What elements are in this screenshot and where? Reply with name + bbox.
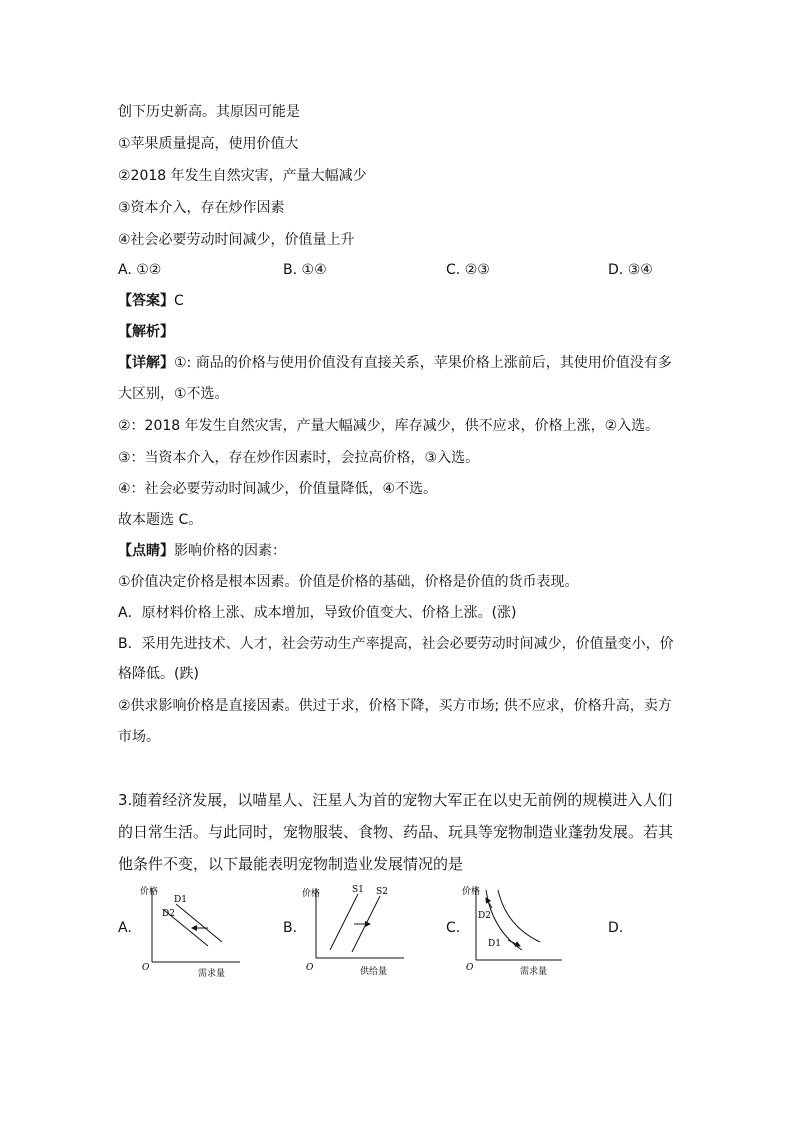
y-axis-label: 价格 (462, 887, 481, 897)
analysis-tag: 【解析】 (118, 324, 174, 340)
detail-line-2: ②：2018 年发生自然灾害，产量大幅减少，库存减少，供不应求，价格上涨，②入选。 (118, 418, 660, 434)
answer-line (118, 291, 184, 311)
curve-s1 (330, 894, 358, 950)
option-d: D. ③④ (608, 262, 653, 278)
curve-d2-label: D2 (478, 911, 491, 921)
detail-line-4: ④：社会必要劳动时间减少，价值量降低，④不选。 (118, 481, 438, 497)
tip-b-1: B．采用先进技术、人才，社会劳动生产率提高，社会必要劳动时间减少，价值量变小，价 (118, 636, 674, 652)
tip-b-2: 格降低。(跌) (118, 666, 199, 682)
statement-1: ①苹果质量提高，使用价值大 (118, 136, 299, 152)
statement-3: ③资本介入，存在炒作因素 (118, 200, 285, 216)
q3-option-c-label: C. (446, 920, 461, 936)
origin-label: O (142, 963, 150, 973)
tip-1: ①价值决定价格是根本因素。价值是价格的基础，价格是价值的货币表现。 (118, 574, 579, 590)
origin-label: O (306, 963, 314, 973)
detail-line-1b: 大区别，①不选。 (118, 386, 229, 402)
conclusion-line: 故本题选 C。 (118, 512, 203, 528)
statement-4: ④社会必要劳动时间减少，价值量上升 (118, 232, 355, 248)
tip-a: A．原材料价格上涨、成本增加，导致价值变大、价格上涨。(涨) (118, 605, 517, 621)
x-axis-label: 需求量 (198, 969, 226, 979)
curve-s2-label: S2 (376, 887, 388, 897)
q3-graph-b (300, 880, 410, 984)
detail-line-3: ③：当资本介入，存在炒作因素时，会拉高价格，③入选。 (118, 450, 480, 466)
q3-graph-c (462, 880, 572, 984)
tip-tag: 【点睛】 (118, 543, 174, 559)
q2-intro: 创下历史新高。其原因可能是 (118, 104, 300, 120)
shift-arrow-up (486, 898, 492, 908)
q3-option-d-label: D. (608, 920, 624, 936)
detail-line-1: 【详解】①: 商品的价格与使用价值没有直接关系，苹果价格上涨前后，其使用价值没有多 (118, 355, 672, 371)
origin-label: O (466, 963, 474, 973)
q3-option-a-label: A. (118, 920, 132, 936)
detail-tag: 【详解】 (118, 355, 174, 371)
q3-option-b-label: B. (283, 920, 298, 936)
curve-d2-label: D2 (162, 909, 175, 919)
shift-arrow-down (508, 940, 520, 946)
curve-d1 (176, 904, 222, 942)
y-axis-label: 价格 (140, 887, 159, 897)
q3-graph-a (140, 880, 250, 984)
analysis-line (118, 322, 174, 342)
answer-value: C (174, 293, 184, 309)
curve-d1-label: D1 (174, 895, 187, 905)
curve-d1-label: D1 (488, 939, 501, 949)
option-b: B. ①④ (283, 262, 327, 278)
x-axis-label: 需求量 (520, 967, 548, 977)
tip-line: 【点睛】影响价格的因素： (118, 543, 286, 559)
y-axis-label: 价格 (302, 889, 321, 899)
curve-s1-label: S1 (352, 885, 364, 895)
statement-2: ②2018 年发生自然灾害，产量大幅减少 (118, 168, 367, 184)
option-c: C. ②③ (446, 262, 490, 278)
tip-2-2: 市场。 (118, 729, 160, 745)
option-a: A. ①② (118, 262, 162, 278)
q3-stem: 3.随着经济发展，以喵星人、汪星人为首的宠物大军正在以史无前例的规模进入人们的日常生活。与此同时，宠物服装、食物、药品、玩具等宠物制造业蓬勃发展。若其他条件不变，以下最能表明宠物制造业发展情况的是 (118, 791, 674, 873)
answer-tag: 【答案】 (118, 293, 174, 309)
x-axis-label: 供给量 (360, 967, 388, 977)
tip-2-1: ②供求影响价格是直接因素。供过于求，价格下降，买方市场; 供不应求，价格升高，卖方 (118, 698, 672, 714)
